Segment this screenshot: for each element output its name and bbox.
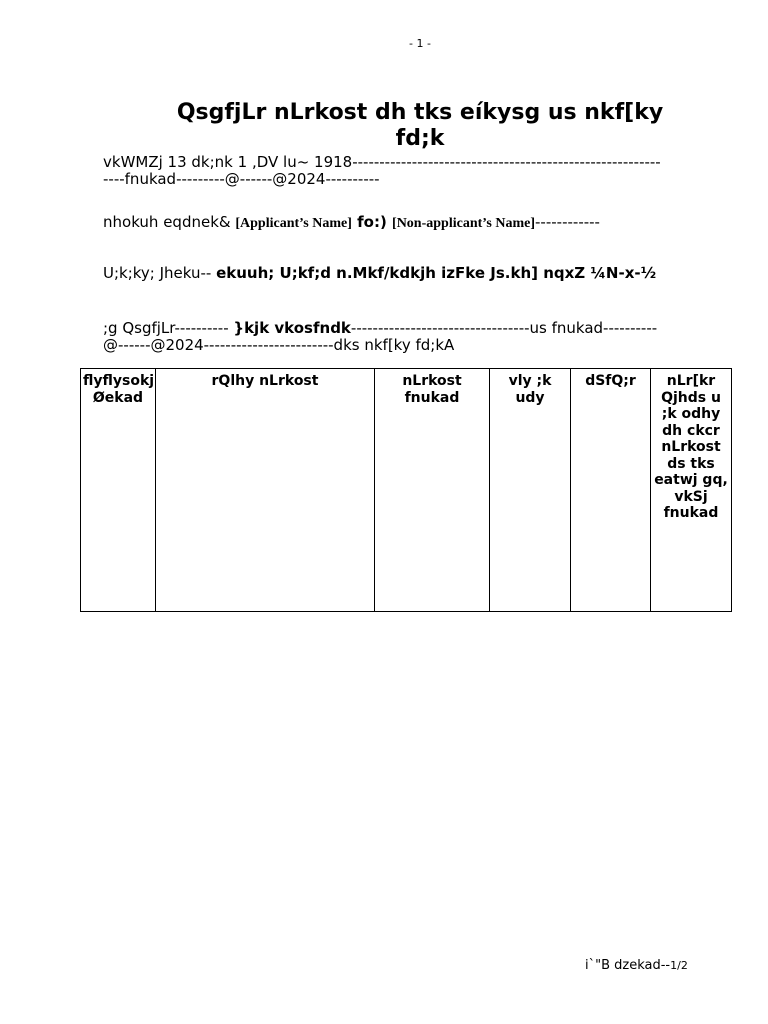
document-title: QsgfjLr nLrkost dh tks eíkysg us nkf[ky fd;k xyxy=(176,100,664,151)
order-reference-line: vkWMZj 13 dk;nk 1 ,DV lu~ 1918-------------------------------------------------------------fnukad---------@------@2024---------- xyxy=(103,153,661,188)
header-remarks: dSfQ;r xyxy=(571,369,651,612)
case-prefix: nhokuh eqdnek& xyxy=(103,213,236,231)
court-line xyxy=(103,260,663,287)
court-prefix: U;k;ky; Jheku-- xyxy=(103,264,217,282)
submission-line xyxy=(103,320,663,354)
applicant-name-placeholder: [Applicant’s Name] xyxy=(235,216,352,231)
versus-label: fo:) xyxy=(351,213,393,231)
header-original-or-copy: vly ;k udy xyxy=(490,369,571,612)
non-applicant-name-placeholder: [Non-applicant’s Name] xyxy=(392,216,536,231)
header-signature-details: nLr[kr Qjhds u ;k odhy dh ckcr nLrkost ds tks eatwj gq, vkSj fnukad xyxy=(651,369,732,612)
document-list-table xyxy=(80,368,732,612)
submission-prefix: ;g QsgfjLr---------- xyxy=(103,319,234,337)
submission-suffix: ---------------------------------us fnukad----------@------@2024------------------------dks nkf[ky fd;kA xyxy=(103,319,658,354)
page-footer xyxy=(585,958,688,973)
header-serial-number: flyflysokj Øekad xyxy=(81,369,156,612)
page-number: - 1 - xyxy=(409,37,431,50)
case-parties-line xyxy=(103,210,663,236)
header-document-date: nLrkost fnukad xyxy=(375,369,490,612)
submitting-party: }kjk vkosfndk xyxy=(233,319,351,337)
footer-page-number: 1/2 xyxy=(670,959,688,972)
court-name: ekuuh; U;kf;d n.Mkf/kdkjh izFke Js.kh] nqxZ ¼N-x-½ xyxy=(216,264,657,282)
table-header-row xyxy=(81,369,732,612)
footer-label: i`"B dzekad-- xyxy=(585,958,671,973)
header-document-details: rQlhy nLrkost xyxy=(156,369,375,612)
case-suffix: ------------ xyxy=(535,213,600,231)
